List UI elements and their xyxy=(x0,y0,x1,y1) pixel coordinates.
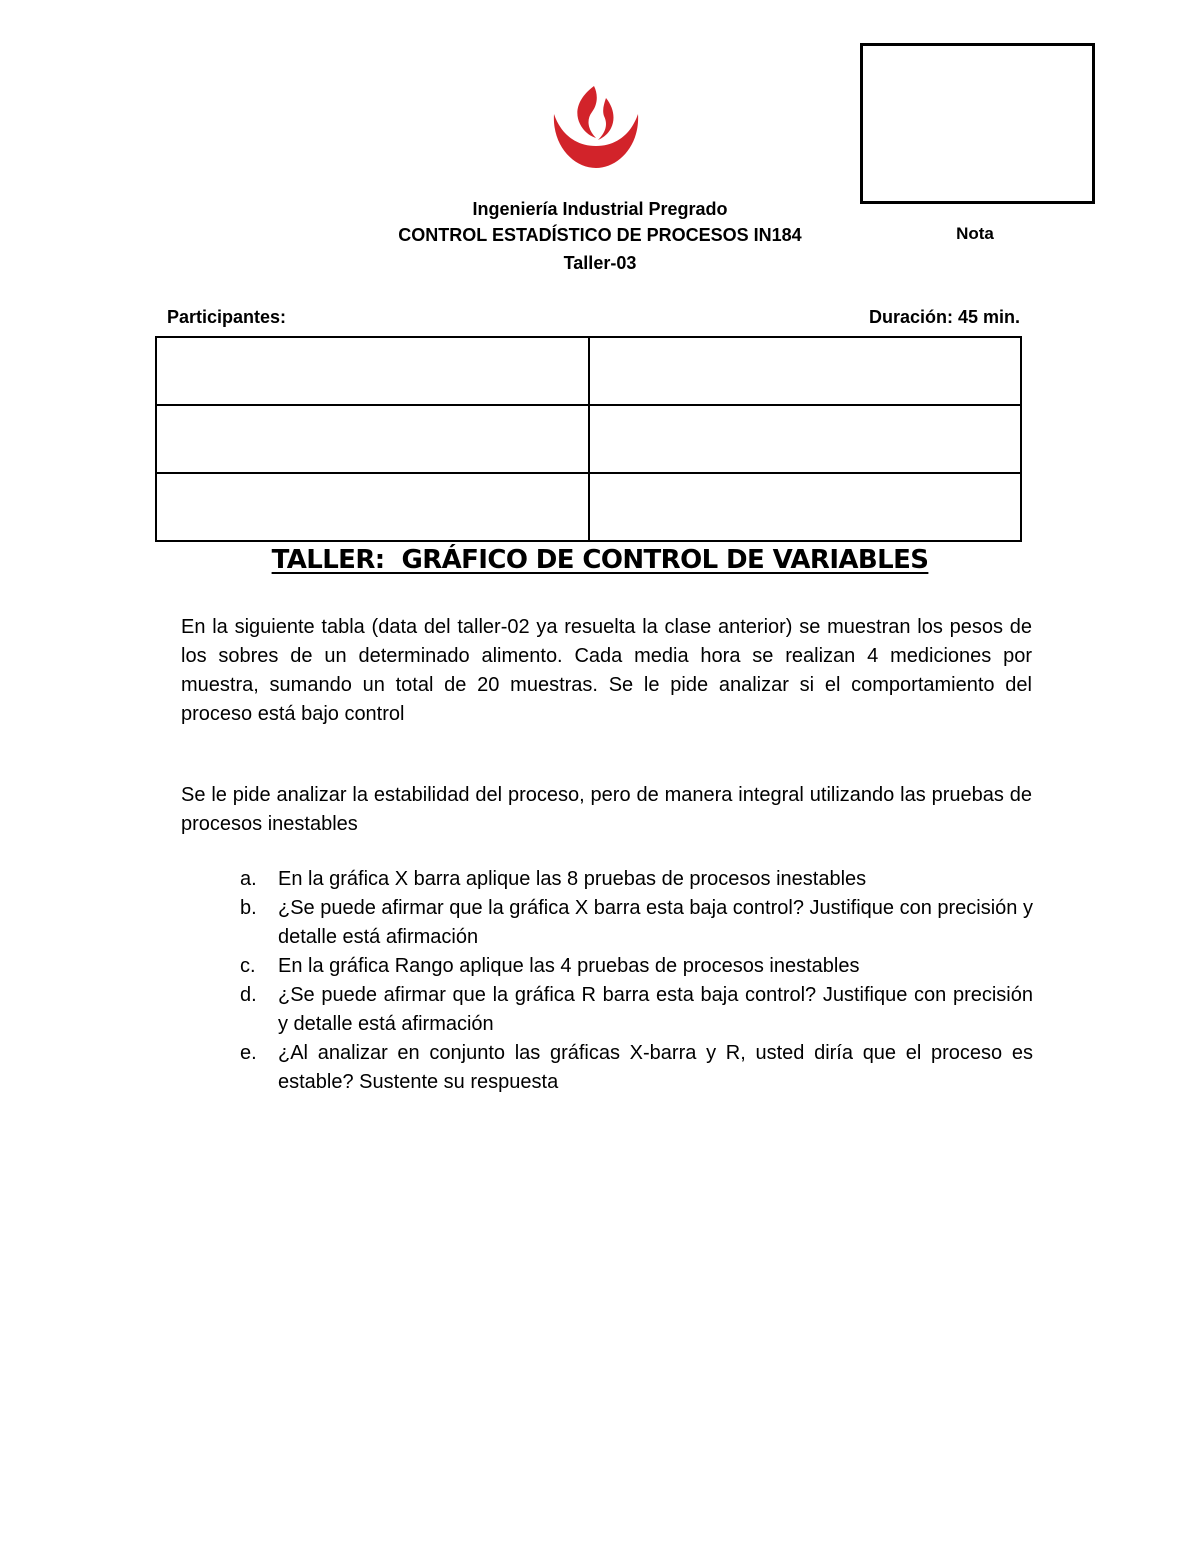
grade-label: Nota xyxy=(956,224,994,243)
instruction-paragraph: Se le pide analizar la estabilidad del proceso, pero de manera integral utilizando las pruebas de procesos inestables xyxy=(181,784,1032,835)
question-text: En la gráfica Rango aplique las 4 pruebas de procesos inestables xyxy=(278,955,860,977)
duration-label: Duración: 45 min. xyxy=(868,307,1020,327)
participant-cell[interactable] xyxy=(589,337,1022,405)
list-item xyxy=(240,894,1033,952)
question-text: ¿Al analizar en conjunto las gráficas X-barra y R, usted diría que el proceso es estable? Sustente su respuesta xyxy=(278,1042,1033,1093)
question-letter: e. xyxy=(240,1042,257,1064)
question-letter: c. xyxy=(240,955,256,977)
participants-table xyxy=(155,336,1022,542)
question-letter: a. xyxy=(240,868,257,890)
list-item xyxy=(240,981,1033,1039)
participants-label: Participantes: xyxy=(167,307,287,327)
questions-list xyxy=(240,865,1033,1097)
grade-box[interactable] xyxy=(860,43,1095,204)
upc-logo-icon xyxy=(548,84,644,170)
workshop-title: TALLER: GRÁFICO DE CONTROL DE VARIABLES xyxy=(271,545,929,575)
course-title: CONTROL ESTADÍSTICO DE PROCESOS IN184 xyxy=(398,225,802,245)
participant-cell[interactable] xyxy=(589,473,1022,541)
question-text: En la gráfica X barra aplique las 8 pruebas de procesos inestables xyxy=(278,868,867,890)
list-item xyxy=(240,952,1033,981)
question-text: ¿Se puede afirmar que la gráfica X barra esta baja control? Justifique con precisión y detalle está afirmación xyxy=(278,897,1033,948)
participant-cell[interactable] xyxy=(156,337,589,405)
participant-cell[interactable] xyxy=(156,473,589,541)
participant-cell[interactable] xyxy=(156,405,589,473)
table-row xyxy=(156,405,1021,473)
question-text: ¿Se puede afirmar que la gráfica R barra esta baja control? Justifique con precisión y detalle está afirmación xyxy=(278,984,1033,1035)
question-letter: b. xyxy=(240,897,257,919)
table-row xyxy=(156,337,1021,405)
table-row xyxy=(156,473,1021,541)
participant-cell[interactable] xyxy=(589,405,1022,473)
list-item xyxy=(240,1039,1033,1097)
intro-paragraph: En la siguiente tabla (data del taller-02 ya resuelta la clase anterior) se muestran los pesos de los sobres de un determinado alimento. Cada media hora se realizan 4 mediciones por muestra, sumando un total de 20 muestras. Se le pide analizar si el comportamiento del proceso está bajo control xyxy=(181,616,1032,725)
list-item xyxy=(240,865,1033,894)
session-title: Taller-03 xyxy=(563,253,637,273)
question-letter: d. xyxy=(240,984,257,1006)
department-name: Ingeniería Industrial Pregrado xyxy=(472,199,728,219)
